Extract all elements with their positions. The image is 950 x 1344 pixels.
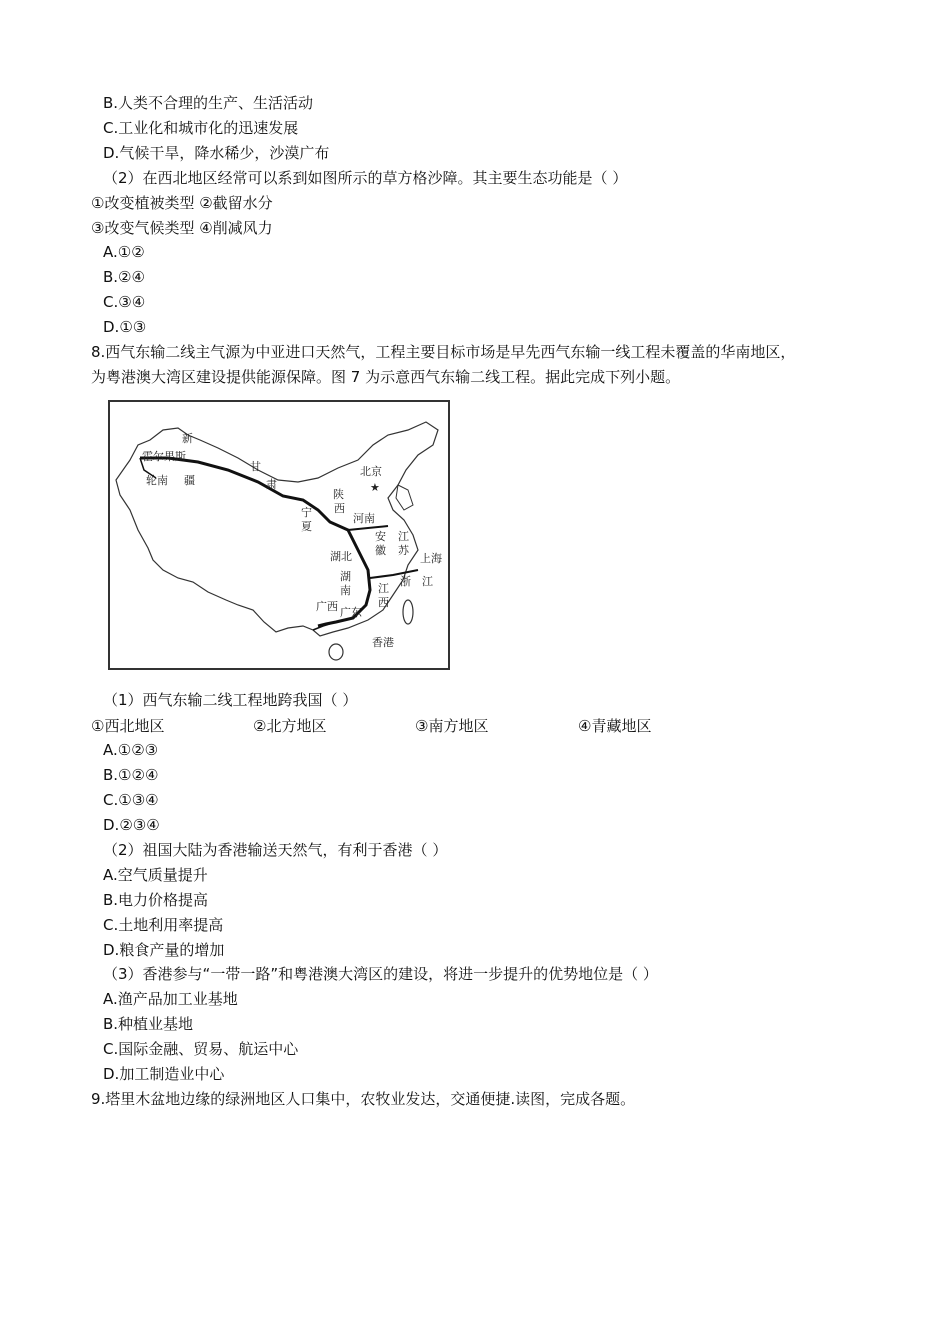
label-huoerguosi: 霍尔果斯 — [142, 450, 186, 463]
label-jiang: 疆 — [184, 474, 195, 487]
q7-option-d: D.气候干旱，降水稀少，沙漠广布 — [103, 144, 330, 162]
q7-sub2-option-a: A.①② — [103, 243, 145, 261]
label-lunnan: 轮南 — [146, 474, 168, 487]
q7-sub2-items-row2: ③改变气候类型 ④削减风力 — [91, 219, 273, 237]
label-jiangxi-1: 江 — [378, 582, 389, 595]
label-zhe: 浙 — [400, 575, 411, 588]
label-su: 肃 — [266, 478, 277, 491]
label-xia: 夏 — [301, 520, 312, 533]
q7-sub2-option-b: B.②④ — [103, 268, 145, 286]
label-guangxi: 广西 — [316, 600, 338, 613]
q7-sub2-option-c: C.③④ — [103, 293, 146, 311]
q7-option-b: B.人类不合理的生产、生活活动 — [103, 94, 314, 112]
q8-sub1-stem: （1）西气东输二线工程地跨我国（ ） — [103, 691, 358, 709]
label-xi: 西 — [334, 502, 345, 515]
q8-sub1-item1: ①西北地区 — [91, 717, 165, 735]
q8-sub3-option-d: D.加工制造业中心 — [103, 1065, 225, 1083]
label-hui: 徽 — [375, 544, 386, 557]
q8-sub1-item2: ②北方地区 — [253, 717, 327, 735]
q8-stem-line2: 为粤港澳大湾区建设提供能源保障。图 7 为示意西气东输二线工程。据此完成下列小题。 — [91, 368, 681, 386]
label-gan: 甘 — [250, 460, 261, 473]
q8-sub3-stem: （3）香港参与“一带一路”和粤港澳大湾区的建设，将进一步提升的优势地位是（ ） — [103, 965, 658, 983]
q8-sub1-item4: ④青藏地区 — [578, 717, 652, 735]
q7-sub2-option-d: D.①③ — [103, 318, 147, 336]
q8-stem-line1: 8.西气东输二线主气源为中亚进口天然气，工程主要目标市场是早先西气东输一线工程未覆盖的华南地区， — [91, 343, 796, 361]
label-guangdong: 广东 — [340, 606, 362, 619]
label-ning: 宁 — [301, 506, 312, 519]
q7-option-c: C.工业化和城市化的迅速发展 — [103, 119, 299, 137]
q8-sub3-option-c: C.国际金融、贸易、航运中心 — [103, 1040, 299, 1058]
label-hunan-2: 南 — [340, 584, 351, 597]
q8-sub2-option-d: D.粮食产量的增加 — [103, 941, 225, 959]
pipeline-map — [108, 400, 450, 670]
label-henan: 河南 — [353, 512, 375, 525]
label-shaan: 陕 — [333, 488, 344, 501]
beijing-star-icon: ★ — [370, 481, 380, 494]
q7-sub2-stem: （2）在西北地区经常可以系到如图所示的草方格沙障。其主要生态功能是（ ） — [103, 169, 628, 187]
q8-sub1-option-d: D.②③④ — [103, 816, 160, 834]
label-hongkong: 香港 — [372, 636, 394, 649]
q8-sub2-option-c: C.土地利用率提高 — [103, 916, 224, 934]
q8-sub1-option-c: C.①③④ — [103, 791, 159, 809]
q8-sub1-option-b: B.①②④ — [103, 766, 159, 784]
label-an: 安 — [375, 530, 386, 543]
q8-sub1-item3: ③南方地区 — [415, 717, 489, 735]
q8-sub2-option-b: B.电力价格提高 — [103, 891, 209, 909]
q8-sub2-option-a: A.空气质量提升 — [103, 866, 208, 884]
q8-sub2-stem: （2）祖国大陆为香港输送天然气，有利于香港（ ） — [103, 841, 448, 859]
label-shanghai: 上海 — [420, 552, 442, 565]
label-jiang-2: 江 — [422, 575, 433, 588]
q8-sub3-option-a: A.渔产品加工业基地 — [103, 990, 238, 1008]
label-jiangsu-2: 苏 — [398, 544, 409, 557]
label-hubei: 湖北 — [330, 550, 352, 563]
label-jiangxi-2: 西 — [378, 596, 389, 609]
q8-sub3-option-b: B.种植业基地 — [103, 1015, 194, 1033]
label-beijing: 北京 — [360, 465, 382, 478]
q7-sub2-items-row1: ①改变植被类型 ②截留水分 — [91, 194, 273, 212]
label-hunan-1: 湖 — [340, 570, 351, 583]
q9-stem: 9.塔里木盆地边缘的绿洲地区人口集中，农牧业发达，交通便捷.读图，完成各题。 — [91, 1090, 636, 1108]
label-xin: 新 — [182, 432, 193, 445]
q8-sub1-option-a: A.①②③ — [103, 741, 159, 759]
label-jiangsu-1: 江 — [398, 530, 409, 543]
